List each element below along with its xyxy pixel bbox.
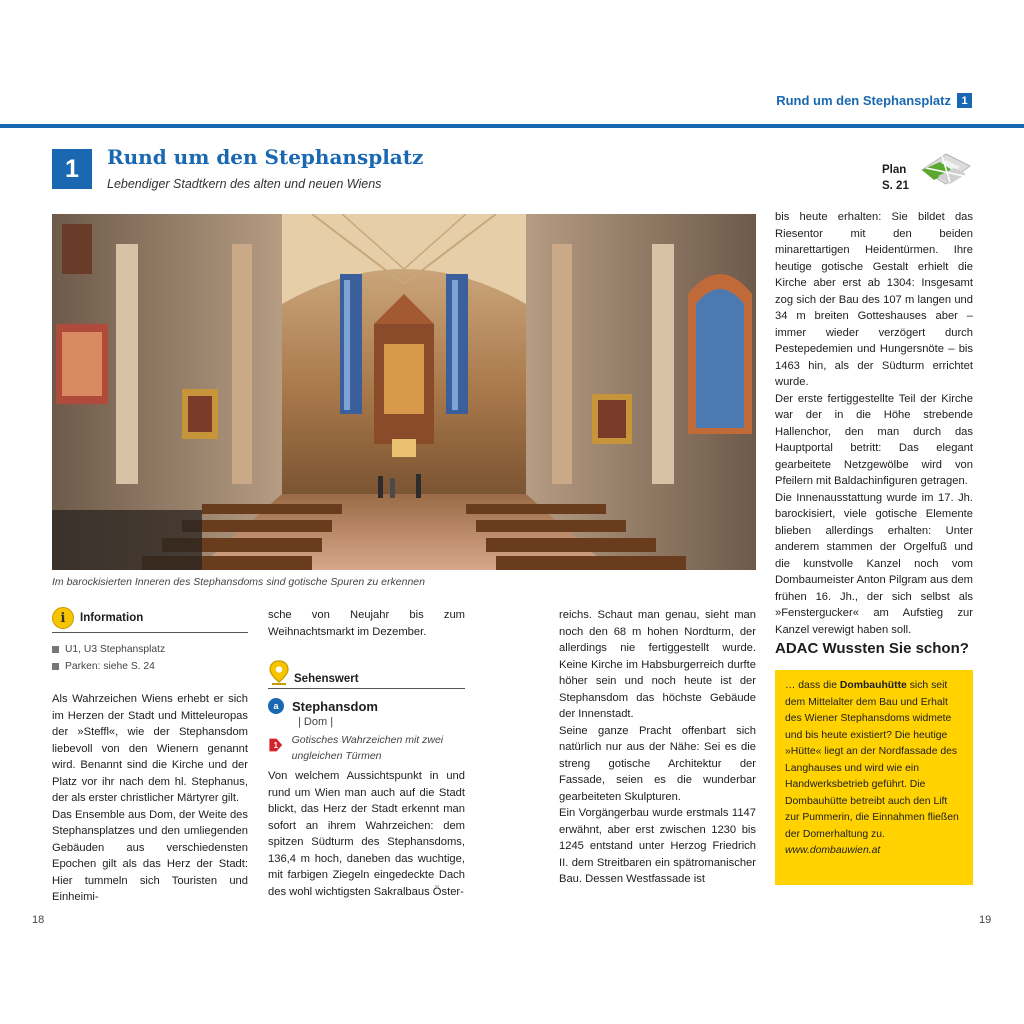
information-list: [52, 641, 248, 675]
paragraph: Das Ensemble aus Dom, der Weite des Stephansplatzes und den umliegenden Gebäuden aus verschiedensten Epochen gilt als das Herz der Stadt: Hier tummeln sich Touristen und Einheimi-: [52, 808, 248, 903]
information-heading: [52, 607, 248, 633]
paragraph: Als Wahrzeichen Wiens erhebt er sich im Herzen der Stadt und Mitteleuropas der »Steffl«, wie der Stephansdom liebevoll von den Wienern genannt wird. Benannt sind die Kirche und der Platz vor ihr nach dem hl. Stephanus, der als erster christlicher Märtyrer gilt.: [52, 693, 248, 804]
adac-box-title: ADAC Wussten Sie schon?: [775, 640, 969, 657]
cathedral-interior-photo: [52, 214, 756, 570]
header-rule: [0, 124, 1024, 128]
adac-website-link[interactable]: www.dombauwien.at: [785, 845, 881, 856]
column-1-text: [52, 691, 248, 906]
adac-text-emphasis: Dombauhütte: [839, 680, 907, 691]
paragraph: bis heute erhalten: Sie bildet das Riesentor mit den beiden minarettartigen Heidentürmen. Ihre heutige gotische Gestalt erhielt die Kirche aber erst ab 1304: Insgesamt zog sich der Bau des 107 m langen und 34 m breiten Gotteshauses aber – immer wieder verzögert durch Pestepedemien und Hungersnöte – bis 1463 hin, als der Südturm errichtet wurde.: [775, 211, 973, 388]
photo-caption: Im barockisierten Inneren des Stephansdoms sind gotische Spuren zu erkennen: [52, 576, 425, 588]
paragraph: Der erste fertiggestellte Teil der Kirche war der in die Höhe strebende Hallenchor, den man durch das Hauptportal betritt: Das elegant gearbeitete Netzgewölbe wird von Pfeilern mit Baldachinfiguren getragen.: [775, 392, 973, 487]
plan-label: Plan: [882, 164, 907, 176]
column-2-intro: sche von Neujahr bis zum Weihnachtsmarkt im Dezember.: [268, 609, 465, 638]
running-header: [776, 93, 972, 108]
plan-reference: [882, 162, 909, 194]
list-item: Parken: siehe S. 24: [52, 658, 248, 675]
page-number-left: 18: [32, 914, 45, 926]
map-marker-a: a: [268, 698, 284, 714]
adac-text-before: … dass die: [785, 680, 840, 691]
column-2-text: Von welchem Aussichtspunkt in und rund um Wien man auch auf die Stadt blickt, das Herz der Stadt erkennt man sofort an ihrem Wahrzeichen: dem spitzen Südturm des Stephansdoms, 136,4 m hoch, daneben das wuchtige, mit farbigen Ziegeln eingedeckte Dach des wohl wichtigsten Sakralbaus Öster-: [268, 770, 465, 898]
chapter-title: Rund um den Stephansplatz: [107, 145, 424, 169]
info-icon: i: [52, 607, 74, 629]
tip-text: Gotisches Wahrzeichen mit zwei ungleichen Türmen: [291, 734, 444, 762]
sight-title-row: [268, 698, 465, 714]
information-label: Information: [80, 612, 144, 624]
adac-info-box: [775, 670, 973, 885]
sight-name: Stephansdom: [292, 698, 378, 714]
column-4: [775, 209, 973, 638]
paragraph: Ein Vorgängerbau wurde erstmals 1147 erwähnt, aber erst zwischen 1230 bis 1245 entstand unter Herzog Friedrich II. dem Streitbaren ein spätromanischer Bau. Dessen Westfassade ist: [559, 807, 756, 885]
paragraph: reichs. Schaut man genau, sieht man noch den 68 m hohen Nordturm, der allerdings nie fertiggestellt wurde. Keine Kirche im Habsburgerreich durfte höher sein und noch heute ist der Stephansdom das höchste Gebäude der Innenstadt.: [559, 609, 756, 720]
column-3: [559, 607, 756, 888]
bullet-square-icon: [52, 663, 59, 670]
top-tip-arrow-icon: [268, 732, 284, 758]
bullet-square-icon: [52, 646, 59, 653]
column-1: [52, 607, 248, 906]
map-icon: [916, 148, 974, 190]
list-item: U1, U3 Stephansplatz: [52, 641, 248, 658]
running-header-number: 1: [957, 93, 972, 108]
adac-text-after: sich seit dem Mittelalter dem Bau und Erhalt des Wiener Stephansdoms widmete und bis heute existiert? Die heutige »Hütte« liegt an der Nordfassade des Langhauses und wird wie ein Handwerksbetrieb geführt. Die Dombauhütte betreibt auch den Lift zur Pummerin, die Einnahmen fließen der Domerhaltung zu.: [785, 680, 959, 840]
paragraph: Seine ganze Pracht offenbart sich natürlich nur aus der Nähe: Sei es die streng gotische Architektur der Fassade, seien es die wunderbar gearbeiteten Skulpturen.: [559, 724, 756, 803]
plan-page: S. 21: [882, 180, 909, 192]
page-number-right: 19: [979, 914, 992, 926]
running-header-title: Rund um den Stephansplatz: [776, 93, 951, 108]
sight-category: | Dom |: [298, 716, 334, 728]
paragraph: Die Innenausstattung wurde im 17. Jh. barockisiert, viele gotische Elemente blieben allerdings erhalten: Unter anderem stammen der Orgelfuß und die kunstvolle Kanzel noch vom Dombaumeister Anton Pilgram aus dem frühen 16. Jh., der sich selbst als »Fenstergucker« am Aufstieg zur Kanzel verewigt haben soll.: [775, 491, 973, 636]
column-2: [268, 607, 465, 900]
location-pin-icon: [268, 660, 290, 686]
chapter-subtitle: Lebendiger Stadtkern des alten und neuen Wiens: [107, 177, 382, 191]
sehenswert-heading: [268, 660, 465, 689]
chapter-number: 1: [52, 149, 92, 189]
sehenswert-label: Sehenswert: [294, 673, 359, 685]
tip-row: [268, 732, 465, 764]
tip-number: 1: [273, 740, 279, 750]
